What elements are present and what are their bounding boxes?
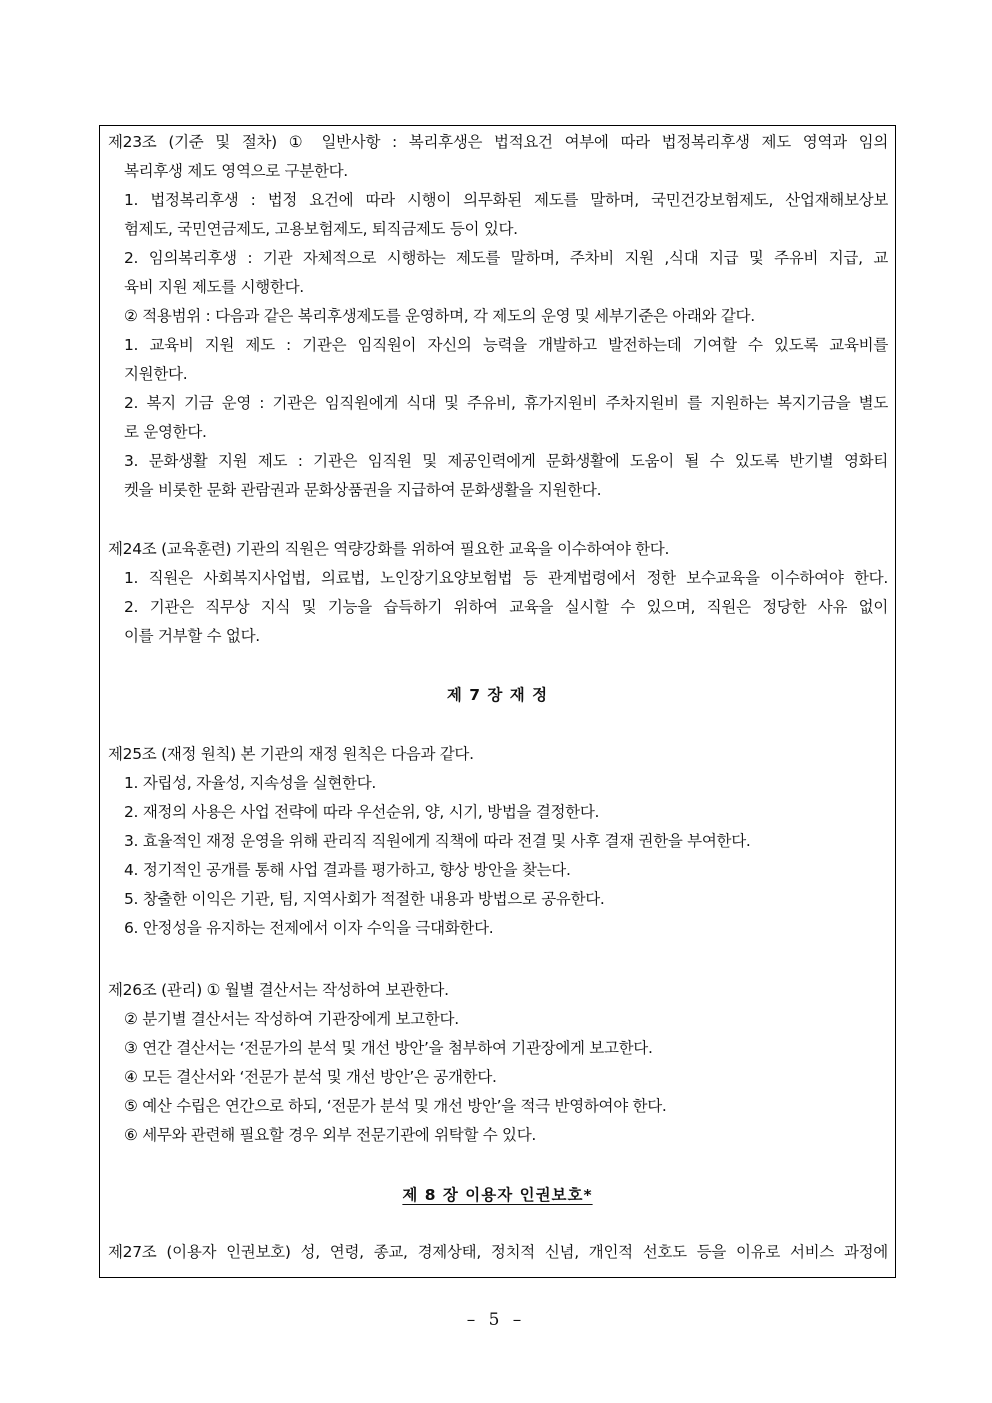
text-line: 제25조 (재정 원칙) 본 기관의 재정 원칙은 다음과 같다. [108,745,474,763]
text-line: ③ 연간 결산서는 ‘전문가의 분석 및 개선 방안’을 첨부하여 기관장에게 보고한다. [124,1039,653,1057]
text-line: 로 운영한다. [124,423,207,441]
page-number: – 5 – [466,1310,526,1330]
text-line: 3. 효율적인 재정 운영을 위해 관리직 직원에게 직책에 따라 전결 및 사후 결재 권한을 부여한다. [124,832,751,850]
document-frame [99,125,896,1278]
text-line: 5. 창출한 이익은 기관, 팀, 지역사회가 적절한 내용과 방법으로 공유한다. [124,890,605,908]
text-line: ⑥ 세무와 관련해 필요할 경우 외부 전문기관에 위탁할 수 있다. [124,1126,537,1144]
chapter-heading: 제 7 장 재 정 [446,686,549,704]
text-line: 4. 정기적인 공개를 통해 사업 결과를 평가하고, 향상 방안을 찾는다. [124,861,571,879]
text-line: 3. 문화생활 지원 제도 : 기관은 임직원 및 제공인력에게 문화생활에 도움이 될 수 있도록 반기별 영화티 [124,452,888,470]
text-line: ④ 모든 결산서와 ‘전문가 분석 및 개선 방안’은 공개한다. [124,1068,497,1086]
text-line: 1. 직원은 사회복지사업법, 의료법, 노인장기요양보험법 등 관계법령에서 정한 보수교육을 이수하여야 한다. [124,569,888,587]
text-line: 제23조 (기준 및 절차) ① 일반사항 : 복리후생은 법적요건 여부에 따라 법정복리후생 제도 영역과 임의 [108,133,888,151]
text-line: 켓을 비롯한 문화 관람권과 문화상품권을 지급하여 문화생활을 지원한다. [124,481,602,499]
text-line: 제27조 (이용자 인권보호) 성, 연령, 종교, 경제상태, 정치적 신념, 개인적 선호도 등을 이유로 서비스 과정에 [108,1243,888,1261]
text-line: ② 분기별 결산서는 작성하여 기관장에게 보고한다. [124,1010,459,1028]
text-line: 2. 복지 기금 운영 : 기관은 임직원에게 식대 및 주유비, 휴가지원비 주차지원비 를 지원하는 복지기금을 별도 [124,394,888,412]
text-line: 2. 기관은 직무상 지식 및 기능을 습득하기 위하여 교육을 실시할 수 있으며, 직원은 정당한 사유 없이 [124,598,888,616]
text-line: 험제도, 국민연금제도, 고용보험제도, 퇴직금제도 등이 있다. [124,220,518,238]
text-line: 1. 법정복리후생 : 법정 요건에 따라 시행이 의무화된 제도를 말하며, 국민건강보험제도, 산업재해보상보 [124,191,888,209]
text-line: 제26조 (관리) ① 월별 결산서는 작성하여 보관한다. [108,981,449,999]
text-line: 복리후생 제도 영역으로 구분한다. [124,162,348,180]
chapter-heading-text: 제 8 장 이용자 인권보호* [402,1186,593,1204]
text-line: 1. 자립성, 자율성, 지속성을 실현한다. [124,774,377,792]
text-line: 2. 재정의 사용은 사업 전략에 따라 우선순위, 양, 시기, 방법을 결정한다. [124,803,600,821]
text-line: 1. 교육비 지원 제도 : 기관은 임직원이 자신의 능력을 개발하고 발전하는데 기여할 수 있도록 교육비를 [124,336,888,354]
chapter-heading [100,1181,895,1210]
text-line: 6. 안정성을 유지하는 전제에서 이자 수익을 극대화한다. [124,919,494,937]
text-line: 이를 거부할 수 없다. [124,627,260,645]
text-line: 2. 임의복리후생 : 기관 자체적으로 시행하는 제도를 말하며, 주차비 지원 ,식대 지급 및 주유비 지급, 교 [124,249,888,267]
text-line: 지원한다. [124,365,188,383]
text-line: 제24조 (교육훈련) 기관의 직원은 역량강화를 위하여 필요한 교육을 이수하여야 한다. [108,540,670,558]
text-line: 육비 지원 제도를 시행한다. [124,278,304,296]
text-line: ② 적용범위 : 다음과 같은 복리후생제도를 운영하며, 각 제도의 운영 및 세부기준은 아래와 같다. [124,307,755,325]
text-line: ⑤ 예산 수립은 연간으로 하되, ‘전문가 분석 및 개선 방안’을 적극 반영하여야 한다. [124,1097,667,1115]
